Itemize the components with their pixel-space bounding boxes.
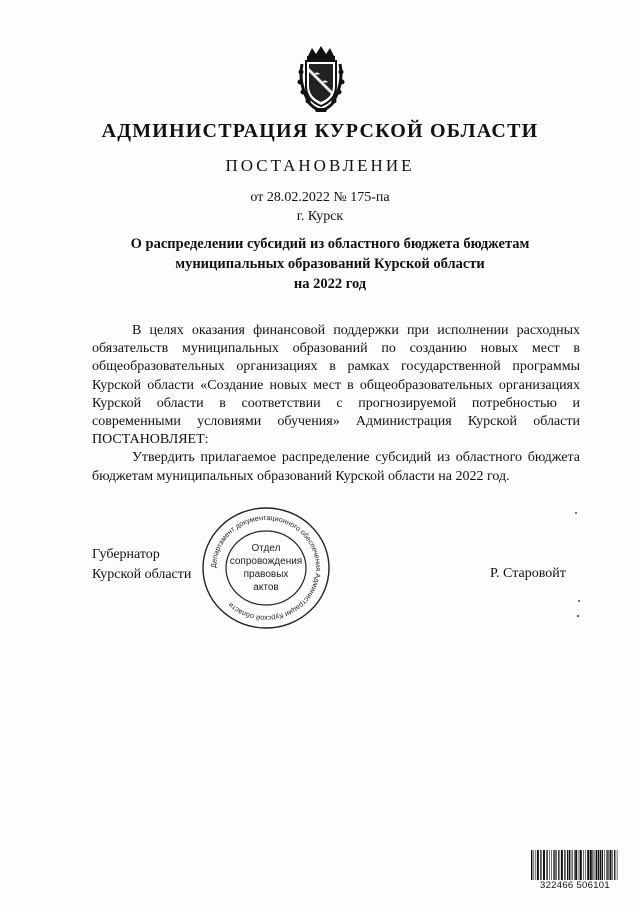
barcode-bar bbox=[564, 850, 565, 880]
barcode-bar bbox=[583, 850, 584, 880]
barcode-bar bbox=[594, 850, 595, 880]
barcode-bar bbox=[572, 850, 573, 880]
subject-line: муниципальных образований Курской области bbox=[175, 256, 485, 272]
barcode-bar bbox=[561, 850, 563, 880]
barcode-bar bbox=[540, 850, 541, 880]
document-city: г. Курск bbox=[296, 209, 344, 224]
stamp-center-line: актов bbox=[253, 582, 279, 593]
barcode-bar bbox=[546, 850, 547, 880]
barcode-bar bbox=[600, 850, 601, 880]
barcode-bar bbox=[587, 850, 589, 880]
barcode-bar bbox=[602, 850, 603, 880]
signer-name: Р. Старовойт bbox=[490, 566, 566, 581]
barcode-bar bbox=[531, 850, 532, 880]
barcode-bar bbox=[604, 850, 605, 880]
document-subject bbox=[110, 234, 550, 294]
barcode-bar bbox=[612, 850, 613, 880]
stamp-center-line: правовых bbox=[243, 569, 289, 580]
barcode-bar bbox=[574, 850, 575, 880]
barcode-bar bbox=[595, 850, 596, 880]
barcode-bar bbox=[556, 850, 557, 880]
barcode-bar bbox=[537, 850, 539, 880]
barcode-bar bbox=[598, 850, 599, 880]
barcode-bar bbox=[543, 850, 545, 880]
barcode-bar bbox=[549, 850, 550, 880]
stamp-center-line: Отдел bbox=[251, 543, 281, 554]
subject-line: О распределении субсидий из областного бюджета бюджетам bbox=[130, 236, 530, 252]
barcode-bar bbox=[575, 850, 577, 880]
barcode-bar bbox=[614, 850, 615, 880]
document-date-number: от 28.02.2022 № 175-па bbox=[250, 190, 390, 205]
barcode bbox=[530, 850, 620, 884]
approval-stamp bbox=[200, 505, 332, 631]
scan-speck bbox=[577, 615, 579, 617]
barcode-bar bbox=[580, 850, 582, 880]
barcode-bar bbox=[608, 850, 609, 880]
coat-of-arms-emblem bbox=[296, 44, 346, 114]
barcode-bar bbox=[606, 850, 607, 880]
scan-speck bbox=[575, 512, 577, 514]
barcode-bar bbox=[569, 850, 570, 880]
document-body bbox=[92, 322, 580, 486]
signer-position bbox=[92, 545, 191, 585]
scan-speck bbox=[578, 600, 580, 602]
barcode-bar bbox=[585, 850, 586, 880]
body-paragraph: Утвердить прилагаемое распределение субсидий из областного бюджета бюджетам муниципальных образований Курской области на 2022 год. bbox=[92, 450, 580, 484]
barcode-bar bbox=[610, 850, 612, 880]
barcode-bar bbox=[592, 850, 593, 880]
barcode-bar bbox=[590, 850, 592, 880]
document-type: ПОСТАНОВЛЕНИЕ bbox=[225, 156, 415, 175]
barcode-bar bbox=[533, 850, 534, 880]
barcode-bar bbox=[567, 850, 568, 880]
stamp-ring-text: Департамент документационного обеспечения Администрации Курской области bbox=[208, 512, 324, 624]
barcode-bar bbox=[554, 850, 555, 880]
organization-title: АДМИНИСТРАЦИЯ КУРСКОЙ ОБЛАСТИ bbox=[101, 120, 539, 142]
barcode-bar bbox=[617, 850, 618, 880]
barcode-bar bbox=[558, 850, 559, 880]
barcode-bar bbox=[551, 850, 552, 880]
signer-position-line: Губернатор bbox=[92, 547, 160, 562]
signer-position-line: Курской области bbox=[92, 567, 192, 582]
barcode-bar bbox=[571, 850, 572, 880]
barcode-bar bbox=[596, 850, 597, 880]
body-paragraph: В целях оказания финансовой поддержки при исполнении расходных обязательств муниципальных образований по созданию новых мест в общеобразовательных организациях в рамках государственной программы Курской области «Создание новых мест в общеобразовательных организациях Курской области в соответствии с прогнозируемой потребностью и современными условиями обучения» Администрация Курской области ПОСТАНОВЛЯЕТ: bbox=[92, 323, 580, 448]
subject-line: на 2022 год bbox=[293, 276, 367, 292]
barcode-number: 322466 506101 bbox=[530, 880, 620, 891]
barcode-bar bbox=[535, 850, 536, 880]
stamp-center-line: сопровождения bbox=[229, 556, 303, 567]
barcode-bar bbox=[553, 850, 554, 880]
barcode-bar bbox=[579, 850, 580, 880]
